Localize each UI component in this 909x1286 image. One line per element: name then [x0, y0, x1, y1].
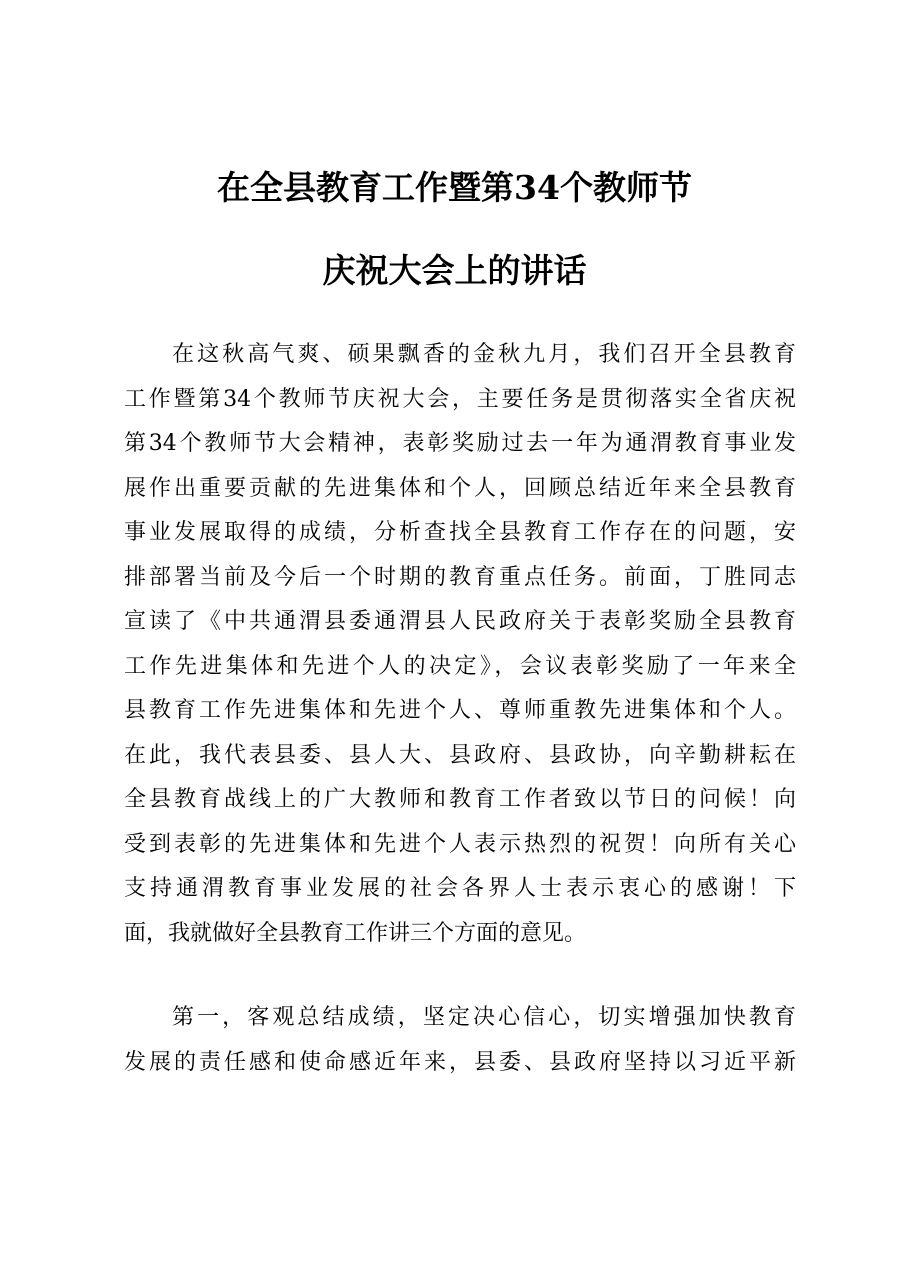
document-title-line-2: 庆祝大会上的讲话	[322, 251, 587, 290]
paragraph-line: 支持通渭教育事业发展的社会各界人士表示衷心的感谢！下	[124, 876, 796, 901]
document-title-line-1: 在全县教育工作暨第34个教师节	[217, 168, 692, 207]
paragraph-2	[124, 996, 796, 1085]
paragraph-line: 工作先进集体和先进个人的决定》，会议表彰奖励了一年来全	[124, 653, 796, 679]
paragraph-line: 工作暨第34个教师节庆祝大会，主要任务是贯彻落实全省庆祝	[124, 386, 796, 412]
paragraph-line: 在此，我代表县委、县人大、县政府、县政协，向辛勤耕耘在	[124, 742, 796, 768]
paragraph-line: 县教育工作先进集体和先进个人、尊师重教先进集体和个人。	[124, 698, 796, 723]
paragraph-line: 事业发展取得的成绩，分析查找全县教育工作存在的问题，安	[124, 520, 796, 545]
paragraph-line: 第一，客观总结成绩，坚定决心信心，切实增强加快教育	[172, 1005, 796, 1030]
paragraph-line: 排部署当前及今后一个时期的教育重点任务。前面，丁胜同志	[124, 564, 796, 590]
paragraph-line: 受到表彰的先进集体和先进个人表示热烈的祝贺！向所有关心	[124, 831, 796, 857]
paragraph-line: 在这秋高气爽、硕果飘香的金秋九月，我们召开全县教育	[172, 342, 796, 367]
paragraph-line: 第34个教师节大会精神，表彰奖励过去一年为通渭教育事业发	[124, 431, 796, 456]
paragraph-line: 宣读了《中共通渭县委通渭县人民政府关于表彰奖励全县教育	[124, 609, 796, 634]
paragraph-line: 全县教育战线上的广大教师和教育工作者致以节日的问候！向	[124, 787, 796, 812]
paragraph-line: 面，我就做好全县教育工作讲三个方面的意见。	[124, 920, 587, 946]
paragraph-line: 展作出重要贡献的先进集体和个人，回顾总结近年来全县教育	[124, 475, 796, 501]
paragraph-line: 发展的责任感和使命感近年来，县委、县政府坚持以习近平新	[124, 1049, 796, 1075]
paragraph-1	[124, 333, 796, 956]
